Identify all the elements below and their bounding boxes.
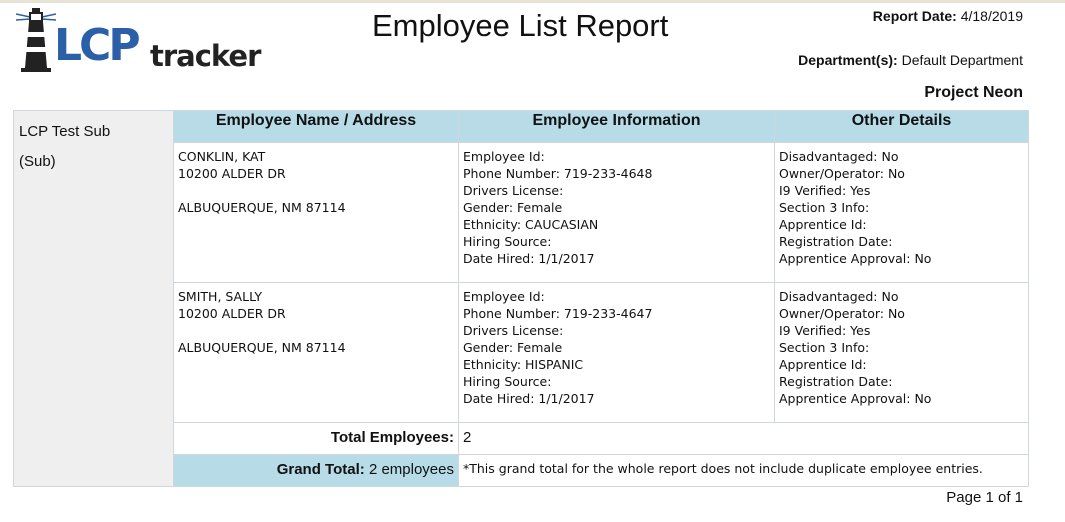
info-drivers-license: Drivers License: [463,183,564,198]
detail-i9-verified: I9 Verified: Yes [779,323,871,338]
info-date-hired: Date Hired: 1/1/2017 [463,391,595,406]
detail-registration-date: Registration Date: [779,374,893,389]
department-label: Department(s): [798,52,898,68]
detail-apprentice-id: Apprentice Id: [779,357,867,372]
report-title: Employee List Report [372,8,669,43]
logo-lcp-text: LCP [54,20,138,71]
other-details [775,143,1029,283]
column-header-details: Other Details [775,111,1029,143]
top-rule [0,0,1065,3]
lighthouse-icon [16,6,56,72]
department-line [798,52,1023,68]
page-number: Page 1 of 1 [946,489,1023,506]
department-value: Default Department [901,52,1023,68]
employee-table [13,110,1029,487]
table-header-row [14,111,1029,143]
report-date [873,8,1023,24]
column-header-name: Employee Name / Address [174,111,459,143]
employee-name-address [174,143,459,283]
employee-city-state-zip: ALBUQUERQUE, NM 87114 [178,340,346,355]
detail-apprentice-approval: Apprentice Approval: No [779,391,932,406]
report-date-label: Report Date: [872,8,957,24]
total-employees-value: 2 [459,423,1029,455]
subcontractor-name: LCP Test Sub [19,123,111,140]
employee-address-line2 [178,322,454,339]
subcontractor-type: (Sub) [19,153,56,170]
logo-tracker-text: tracker [150,39,261,73]
detail-owner-operator: Owner/Operator: No [779,166,905,181]
detail-section3: Section 3 Info: [779,200,870,215]
info-hiring-source: Hiring Source: [463,234,552,249]
project-name: Project Neon [924,84,1023,101]
info-gender: Gender: Female [463,200,563,215]
employee-name: SMITH, SALLY [178,289,263,304]
info-hiring-source: Hiring Source: [463,374,552,389]
grand-total-label: Grand Total: [276,461,365,478]
info-phone: Phone Number: 719-233-4648 [463,166,653,181]
info-date-hired: Date Hired: 1/1/2017 [463,251,595,266]
employee-address-line1: 10200 ALDER DR [178,306,286,321]
employee-information [459,283,775,423]
info-gender: Gender: Female [463,340,563,355]
lcptracker-logo [14,6,274,76]
info-employee-id: Employee Id: [463,289,545,304]
grand-total-value: 2 employees [368,461,454,478]
detail-registration-date: Registration Date: [779,234,893,249]
info-phone: Phone Number: 719-233-4647 [463,306,653,321]
info-ethnicity: Ethnicity: CAUCASIAN [463,217,599,232]
employee-city-state-zip: ALBUQUERQUE, NM 87114 [178,200,346,215]
detail-section3: Section 3 Info: [779,340,870,355]
subcontractor-cell [14,111,174,487]
info-employee-id: Employee Id: [463,149,545,164]
detail-i9-verified: I9 Verified: Yes [779,183,871,198]
report-date-value: 4/18/2019 [960,8,1023,24]
other-details [775,283,1029,423]
employee-address-line2 [178,182,454,199]
detail-disadvantaged: Disadvantaged: No [779,149,899,164]
grand-total-cell [174,455,459,487]
info-drivers-license: Drivers License: [463,323,564,338]
grand-total-note: *This grand total for the whole report does not include duplicate employee entries. [459,455,1029,487]
column-header-info: Employee Information [459,111,775,143]
detail-owner-operator: Owner/Operator: No [779,306,905,321]
employee-name-address [174,283,459,423]
total-employees-label: Total Employees: [174,423,459,455]
info-ethnicity: Ethnicity: HISPANIC [463,357,584,372]
employee-name: CONKLIN, KAT [178,149,266,164]
employee-address-line1: 10200 ALDER DR [178,166,286,181]
detail-apprentice-approval: Apprentice Approval: No [779,251,932,266]
detail-disadvantaged: Disadvantaged: No [779,289,899,304]
employee-information [459,143,775,283]
detail-apprentice-id: Apprentice Id: [779,217,867,232]
